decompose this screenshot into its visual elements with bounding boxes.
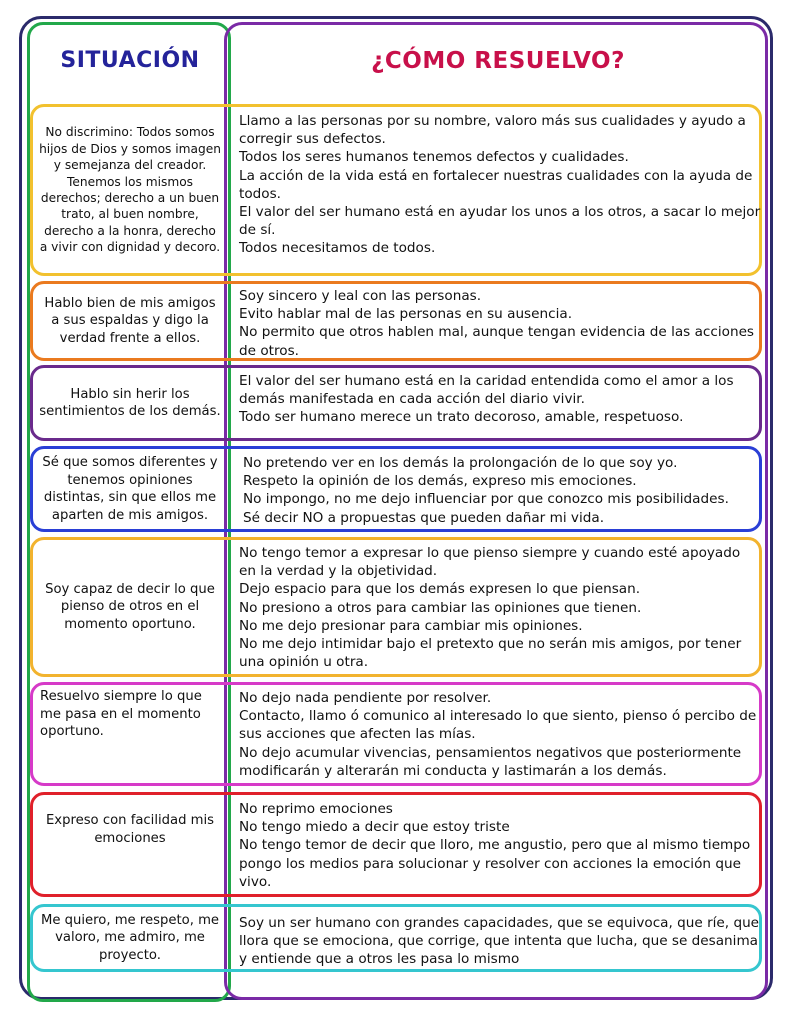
resuelvo-list: [239, 914, 761, 969]
resuelvo-item: Soy un ser humano con grandes capacidades, que se equivoca, que ríe, que llora que se emociona, que corrige, que intenta que lucha, que se desanima y entiende que a otros les pasa lo mismo: [239, 915, 760, 968]
resuelvo-item: No dejo nada pendiente por resolver.: [239, 690, 492, 706]
resuelvo-item: No permito que otros hablen mal, aunque tengan evidencia de las acciones de otros.: [239, 324, 755, 359]
resuelvo-item: No impongo, no me dejo influenciar por que conozco mis posibilidades.: [243, 491, 729, 508]
resuelvo-item: Sé decir NO a propuestas que pueden dañar mi vida.: [243, 509, 605, 526]
resuelvo-item: No dejo acumular vivencias, pensamientos negativos que posteriormente modificarán y alterarán mi conducta y lastimarán a los demás.: [239, 744, 742, 779]
situacion-text: Hablo bien de mis amigos a sus espaldas y digo la verdad frente a ellos.: [44, 295, 216, 346]
resuelvo-list: [239, 800, 761, 891]
resuelvo-list: [239, 112, 761, 258]
situacion-text: Hablo sin herir los sentimientos de los demás.: [39, 386, 221, 419]
resuelvo-item: Respeto la opinión de los demás, expreso mis emociones.: [243, 473, 637, 490]
resuelvo-item: No tengo temor de decir que lloro, me angustio, pero que al mismo tiempo pongo los medios para solucionar y resolver con acciones la emoción que vivo.: [239, 837, 751, 890]
resuelvo-item: Todo ser humano merece un trato decoroso, amable, respetuoso.: [239, 409, 684, 426]
resuelvo-item: Soy sincero y leal con las personas.: [239, 288, 482, 304]
resuelvo-item: No presiono a otros para cambiar las opiniones que tienen.: [239, 599, 642, 616]
resuelvo-list: [239, 287, 761, 360]
resuelvo-item: No pretendo ver en los demás la prolongación de lo que soy yo.: [243, 455, 678, 471]
resuelvo-header: ¿CÓMO RESUELVO?: [371, 48, 625, 74]
resuelvo-item: Contacto, llamo ó comunico al interesado lo que siento, pienso ó percibo de sus acciones que afecten las mías.: [239, 708, 757, 743]
resuelvo-item: El valor del ser humano está en la caridad entendida como el amor a los demás manifestada en cada acción del diario vivir.: [239, 373, 734, 408]
situacion-text: No discrimino: Todos somos hijos de Dios y somos imagen y semejanza del creador. Tenemos los mismos derechos; derecho a un buen trato, al buen nombre, derecho a la honra, derecho a vivir con dignidad y decoro.: [39, 125, 221, 255]
resuelvo-item: Todos los seres humanos tenemos defectos y cualidades.: [239, 149, 629, 166]
situacion-text: Resuelvo siempre lo que me pasa en el momento oportuno.: [40, 689, 202, 739]
situacion-text: Soy capaz de decir lo que pienso de otros en el momento oportuno.: [45, 581, 215, 632]
resuelvo-item: No tengo temor a expresar lo que pienso siempre y cuando esté apoyado en la verdad y la objetividad.: [239, 545, 741, 580]
resuelvo-item: No me dejo presionar para cambiar mis opiniones.: [239, 617, 583, 634]
situacion-header: SITUACIÓN: [60, 48, 200, 73]
situacion-text: Expreso con facilidad mis emociones: [45, 813, 215, 846]
resuelvo-list: [243, 454, 765, 527]
resuelvo-item: La acción de la vida está en fortalecer nuestras cualidades con la ayuda de todos.: [239, 167, 753, 202]
resuelvo-list: [239, 372, 761, 427]
situacion-text: Sé que somos diferentes y tenemos opiniones distintas, sin que ellos me aparten de mis amigos.: [42, 455, 218, 523]
resuelvo-item: No me dejo intimidar bajo el pretexto que no serán mis amigos, por tener una opinión u otra.: [239, 636, 742, 671]
resuelvo-item: Todos necesitamos de todos.: [239, 240, 436, 257]
resuelvo-item: Llamo a las personas por su nombre, valoro más sus cualidades y ayudo a corregir sus defectos.: [239, 113, 746, 148]
resuelvo-item: Evito hablar mal de las personas en su ausencia.: [239, 306, 573, 323]
situacion-text: Me quiero, me respeto, me valoro, me admiro, me proyecto.: [40, 912, 220, 963]
resuelvo-item: No reprimo emociones: [239, 801, 393, 817]
resuelvo-item: El valor del ser humano está en ayudar los unos a los otros, a sacar lo mejor de sí.: [239, 204, 761, 239]
resuelvo-list: [239, 689, 761, 780]
resuelvo-item: No tengo miedo a decir que estoy triste: [239, 819, 510, 836]
resuelvo-list: [239, 544, 761, 671]
resuelvo-item: Dejo espacio para que los demás expresen lo que piensan.: [239, 581, 641, 598]
